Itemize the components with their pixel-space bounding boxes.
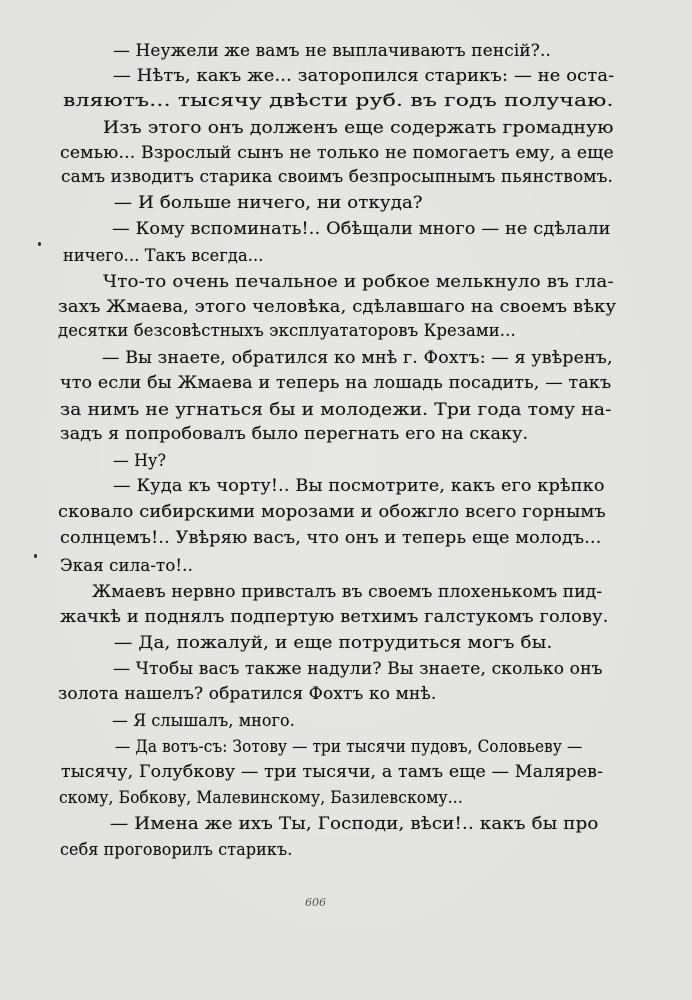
text-line: за нимъ не угнаться бы и молодежи. Три года тому на- [60, 400, 612, 420]
text-line: — Ну? [113, 451, 167, 471]
text-line: — Кому вспоминать!.. Обѣщали много — не сдѣлали [112, 219, 611, 239]
ink-speck [38, 242, 41, 246]
text-line: — Неужели же вамъ не выплачиваютъ пенсій?.. [113, 41, 552, 61]
text-line: Что-то очень печальное и робкое мелькнуло въ гла- [103, 272, 614, 292]
text-line: семью... Взрослый сынъ не только не помогаетъ ему, а еще [60, 143, 614, 163]
text-line: — И больше ничего, ни откуда? [114, 193, 423, 213]
text-line: что если бы Жмаева и теперь на лошадь посадить, — такъ [60, 373, 612, 393]
text-line: — Вы знаете, обратился ко мнѣ г. Фохтъ: — я увѣренъ, [102, 348, 613, 368]
text-line: сковало сибирскими морозами и обожгло всего горнымъ [58, 502, 606, 522]
text-line: Жмаевъ нервно привсталъ въ своемъ плохенькомъ пид- [92, 582, 603, 602]
text-line: — Нѣтъ, какъ же... заторопился старикъ: — не оста- [113, 66, 615, 86]
text-line: самъ изводитъ старика своимъ безпросыпнымъ пьянствомъ. [61, 167, 614, 187]
ink-speck [34, 554, 37, 558]
text-line: Изъ этого онъ долженъ еще содержать громадную [103, 118, 614, 138]
text-line: — Куда къ чорту!.. Вы посмотрите, какъ его крѣпко [113, 476, 605, 496]
text-line: золота нашелъ? обратился Фохтъ ко мнѣ. [58, 684, 437, 704]
text-line: — Чтобы васъ также надули? Вы знаете, сколько онъ [113, 659, 603, 679]
text-line: — Да, пожалуй, и еще потрудиться могъ бы. [114, 633, 553, 653]
text-line: Экая сила-то!.. [60, 556, 193, 576]
text-line: десятки безсовѣстныхъ эксплуататоровъ Крезами... [58, 321, 516, 341]
text-line: вляютъ... тысячу двѣсти руб. въ годъ получаю. [63, 91, 614, 111]
text-line: солнцемъ!.. Увѣряю васъ, что онъ и теперь еще молодъ... [60, 528, 602, 548]
text-line: тысячу, Голубкову — три тысячи, а тамъ еще — Малярев- [61, 762, 604, 782]
text-line: захъ Жмаева, этого человѣка, сдѣлавшаго на своемъ вѣку [58, 297, 617, 317]
text-line: — Да вотъ-съ: Зотову — три тысячи пудовъ, Соловьеву — [115, 737, 583, 757]
text-line: жачкѣ и поднялъ подпертую ветхимъ галстукомъ голову. [60, 607, 609, 627]
text-line: — Имена же ихъ Ты, Господи, вѣси!.. какъ бы про [110, 814, 599, 834]
text-line: скому, Бобкову, Малевинскому, Базилевскому... [59, 788, 463, 808]
text-line: себя проговорилъ старикъ. [60, 840, 293, 860]
page-number: 606 [305, 896, 326, 909]
text-line: задъ я попробовалъ было перегнать его на скаку. [60, 424, 529, 444]
text-line: — Я слышалъ, много. [112, 711, 295, 731]
text-line: ничего... Такъ всегда... [63, 246, 264, 266]
